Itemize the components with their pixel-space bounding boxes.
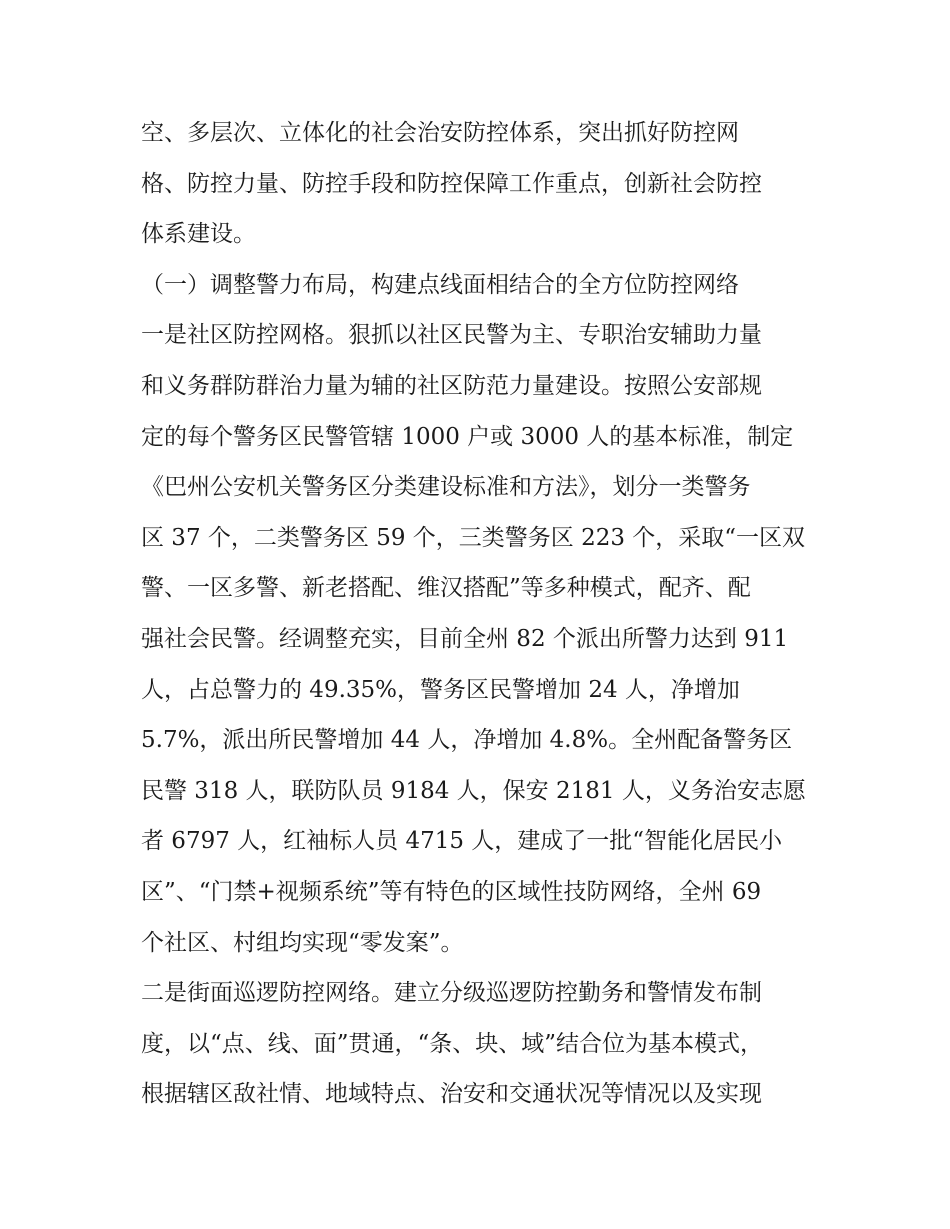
- text-line: 人，占总警力的 49.35%，警务区民警增加 24 人，净增加: [141, 676, 740, 703]
- text-line: 强社会民警。经调整充实，目前全州 82 个派出所警力达到 911: [141, 625, 789, 652]
- text-line: 体系建设。: [141, 221, 256, 248]
- text-line: 民警 318 人，联防队员 9184 人，保安 2181 人，义务治安志愿: [141, 777, 806, 804]
- section-heading: （一）调整警力布局，构建点线面相结合的全方位防控网络: [141, 271, 739, 298]
- text-line: 5.7%，派出所民警增加 44 人，净增加 4.8%。全州配备警务区: [141, 727, 793, 754]
- text-line: 个社区、村组均实现“零发案”。: [141, 929, 464, 956]
- text-line: 区 37 个，二类警务区 59 个，三类警务区 223 个，采取“一区双: [141, 524, 806, 551]
- text-line: 二是街面巡逻防控网络。建立分级巡逻防控勤务和警情发布制: [141, 980, 762, 1007]
- text-line: 和义务群防群治力量为辅的社区防范力量建设。按照公安部规: [141, 372, 762, 399]
- text-line: 格、防控力量、防控手段和防控保障工作重点，创新社会防控: [141, 170, 762, 197]
- text-line: 根据辖区敌社情、地域特点、治安和交通状况等情况以及实现: [141, 1081, 762, 1108]
- body-text: [141, 108, 821, 1120]
- text-line: 警、一区多警、新老搭配、维汉搭配”等多种模式，配齐、配: [141, 575, 751, 602]
- text-line: 空、多层次、立体化的社会治安防控体系，突出抓好防控网: [141, 120, 739, 146]
- text-line: 者 6797 人，红袖标人员 4715 人，建成了一批“智能化居民小: [141, 828, 783, 855]
- text-line: 《巴州公安机关警务区分类建设标准和方法》，划分一类警务: [141, 474, 751, 501]
- text-line: 一是社区防控网格。狠抓以社区民警为主、专职治安辅助力量: [141, 322, 762, 349]
- text-line: 区”、“门禁+视频系统”等有特色的区域性技防网络，全州 69: [141, 878, 762, 905]
- text-line: 度，以“点、线、面”贯通，“条、块、域”结合位为基本模式，: [141, 1030, 764, 1057]
- text-line: 定的每个警务区民警管辖 1000 户或 3000 人的基本标准，制定: [141, 423, 794, 450]
